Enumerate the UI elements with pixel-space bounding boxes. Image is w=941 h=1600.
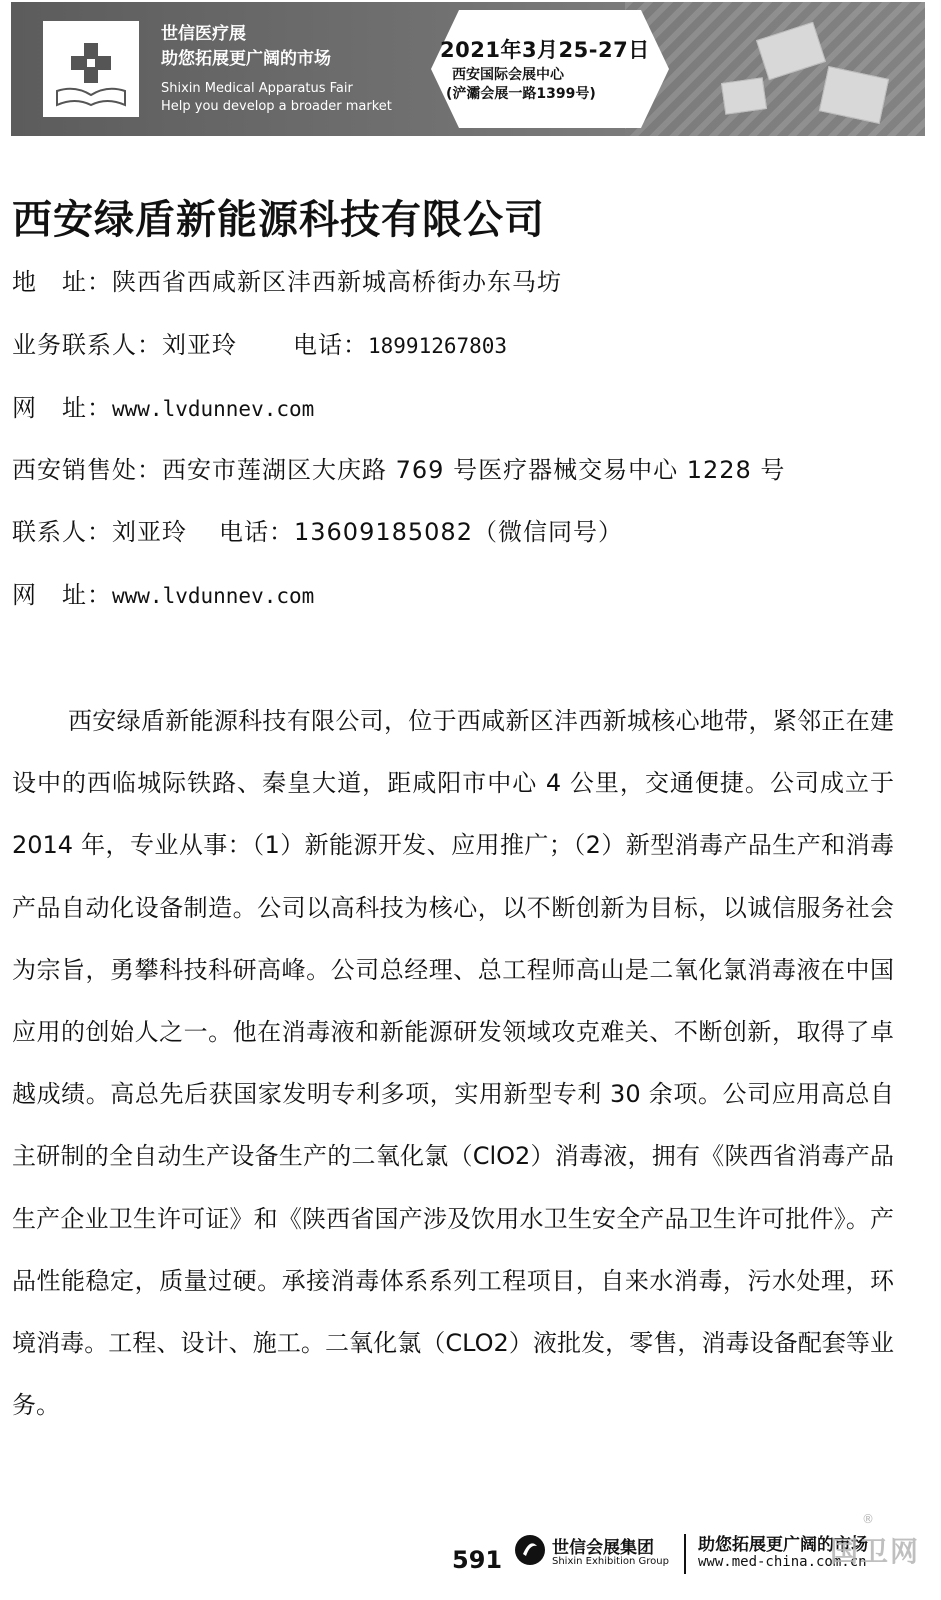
footer-url[interactable]: www.med-china.com.cn	[698, 1554, 867, 1570]
medical-device-image	[721, 77, 767, 115]
fair-name-en: Shixin Medical Apparatus Fair	[161, 81, 353, 96]
cross-icon	[71, 43, 111, 83]
group-logo-icon	[514, 1534, 546, 1566]
phone-value: 18991267803	[368, 334, 508, 358]
company-name: 西安绿盾新能源科技有限公司	[12, 197, 545, 243]
group-name-cn: 世信会展集团	[552, 1538, 654, 1558]
fair-venue-address: (浐灞会展一路1399号)	[446, 86, 596, 102]
footer-slogan: 助您拓展更广阔的市场	[698, 1535, 868, 1555]
sales-office-address: 西安市莲湖区大庆路 769 号医疗器械交易中心 1228 号	[162, 456, 786, 484]
fair-slogan-cn: 助您拓展更广阔的市场	[161, 49, 331, 69]
sales-office-line	[12, 450, 785, 485]
contact2-line	[12, 512, 623, 547]
phone2-label: 电话：	[219, 518, 294, 546]
website2-label: 网 址：	[12, 581, 112, 609]
fair-slogan-en: Help you develop a broader market	[161, 99, 392, 114]
fair-name-cn: 世信医疗展	[161, 24, 246, 44]
website-link[interactable]: www.lvdunnev.com	[112, 397, 315, 421]
contact-value: 刘亚玲	[162, 331, 237, 359]
book-icon	[55, 85, 127, 107]
watermark: 国卫网	[830, 1535, 921, 1568]
page-number: 591	[452, 1546, 503, 1574]
contact-line	[12, 325, 507, 360]
address-label: 地 址：	[12, 268, 112, 296]
fair-venue: 西安国际会展中心	[452, 67, 564, 83]
fair-date: 2021年3月25-27日	[440, 38, 650, 62]
website2-line	[12, 575, 314, 610]
banner-title-cn	[161, 22, 331, 72]
address-line	[12, 262, 562, 297]
group-name-en: Shixin Exhibition Group	[552, 1556, 669, 1567]
footer-divider	[684, 1534, 686, 1574]
website-label: 网 址：	[12, 394, 112, 422]
phone2-value: 13609185082（微信同号）	[294, 518, 623, 546]
website-line	[12, 388, 314, 423]
registered-mark-icon: ®	[862, 1512, 874, 1526]
contact2-value: 刘亚玲	[112, 518, 187, 546]
phone-label: 电话：	[293, 331, 368, 359]
banner-title-en	[161, 80, 392, 116]
contact2-label: 联系人：	[12, 518, 112, 546]
fair-logo	[43, 21, 139, 117]
sales-office-label: 西安销售处：	[12, 456, 162, 484]
address-value: 陕西省西咸新区沣西新城高桥街办东马坊	[112, 268, 562, 296]
website2-link[interactable]: www.lvdunnev.com	[112, 584, 315, 608]
contact-label: 业务联系人：	[12, 331, 162, 359]
company-description: 西安绿盾新能源科技有限公司，位于西咸新区沣西新城核心地带，紧邻正在建设中的西临城际铁路、秦皇大道，距咸阳市中心 4 公里，交通便捷。公司成立于 2014 年，专业从事：（1）新能源开发、应用推广；（2）新型消毒产品生产和消毒产品自动化设备制造。公司以高科技为核心，以不断创新为目标，以诚信服务社会为宗旨，勇攀科技科研高峰。公司总经理、总工程师高山是二氧化氯消毒液在中国应用的创始人之一。他在消毒液和新能源研发领域攻克难关、不断创新，取得了卓越成绩。高总先后获国家发明专利多项，实用新型专利 30 余项。公司应用高总自主研制的全自动生产设备生产的二氧化氯（ClO2）消毒液，拥有《陕西省消毒产品生产企业卫生许可证》和《陕西省国产涉及饮用水卫生安全产品卫生许可批件》。产品性能稳定，质量过硬。承接消毒体系系列工程项目，自来水消毒，污水处理，环境消毒。工程、设计、施工。二氧化氯（CLO2）液批发，零售，消毒设备配套等业务。	[12, 707, 894, 1420]
